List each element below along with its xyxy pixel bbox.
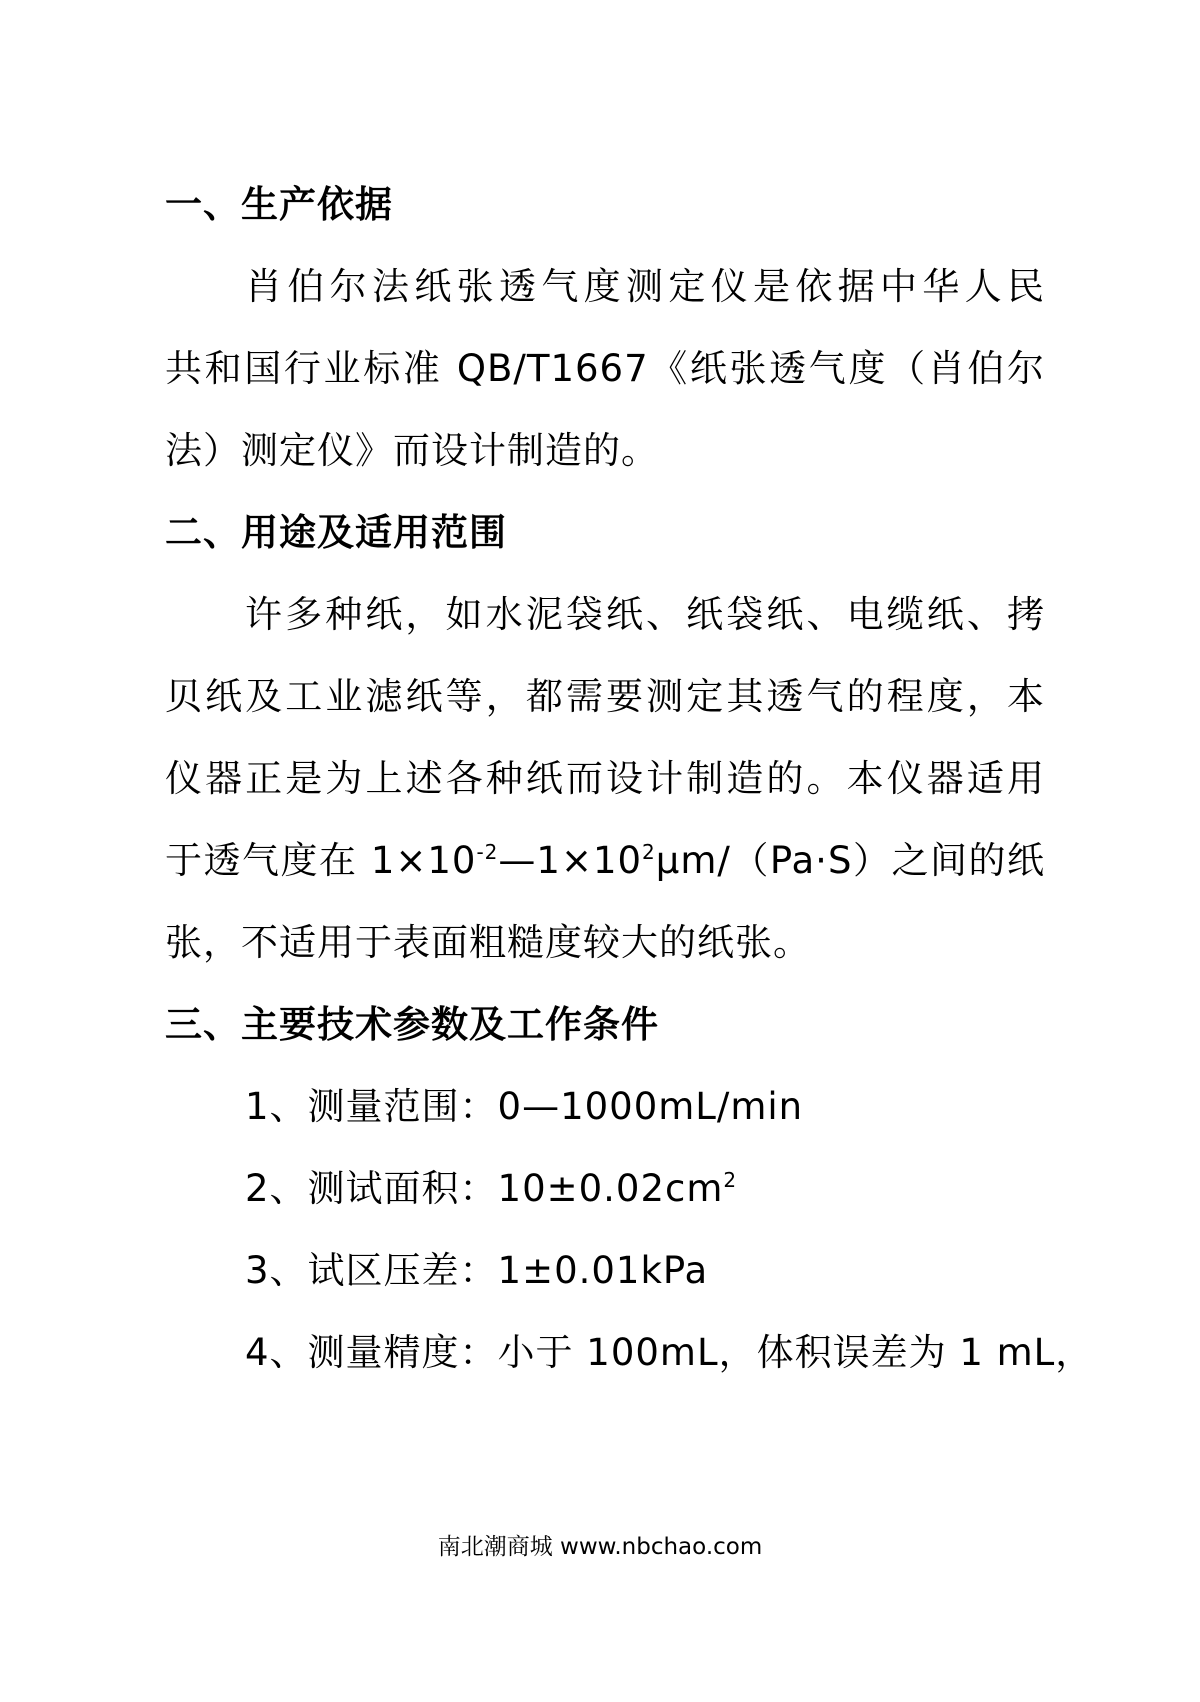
section2-heading: 二、用途及适用范围 xyxy=(165,511,507,554)
page-footer: 南北潮商城 www.nbchao.com xyxy=(437,1534,763,1560)
section3-heading: 三、主要技术参数及工作条件 xyxy=(165,1003,659,1046)
spec-item-2 xyxy=(245,1164,1045,1214)
formula-exponent-2: 2 xyxy=(642,840,656,864)
section2-line-3: 仪器正是为上述各种纸而设计制造的。本仪器适用 xyxy=(165,757,1045,800)
section2-line-2: 贝纸及工业滤纸等，都需要测定其透气的程度，本 xyxy=(165,675,1045,718)
section1-heading: 一、生产依据 xyxy=(165,183,393,226)
spec-item-1: 1、测量范围：0—1000mL/min xyxy=(245,1085,804,1128)
formula-suffix: μm/（Pa·S）之间的纸 xyxy=(655,839,1045,882)
spec-item-3: 3、试区压差：1±0.01kPa xyxy=(245,1249,709,1292)
formula-middle: —1×10 xyxy=(498,839,643,882)
section1-line-1: 肖伯尔法纸张透气度测定仪是依据中华人民 xyxy=(245,265,1045,308)
spec-item-4: 4、测量精度：小于 100mL，体积误差为 1 mL， xyxy=(245,1331,1094,1374)
spec-item-2-text: 2、测试面积：10±0.02cm xyxy=(245,1167,724,1210)
section2-line-1: 许多种纸，如水泥袋纸、纸袋纸、电缆纸、拷 xyxy=(245,593,1045,636)
section2-line-5: 张，不适用于表面粗糙度较大的纸张。 xyxy=(165,921,811,964)
section1-line-3: 法）测定仪》而设计制造的。 xyxy=(165,429,659,472)
formula-prefix: 于透气度在 1×10 xyxy=(165,839,477,882)
section1-line-2: 共和国行业标准 QB/T1667《纸张透气度（肖伯尔 xyxy=(165,347,1045,390)
formula-exponent-1: -2 xyxy=(476,840,499,864)
spec-item-2-exponent: 2 xyxy=(723,1168,738,1192)
section2-formula-line xyxy=(165,836,1045,886)
